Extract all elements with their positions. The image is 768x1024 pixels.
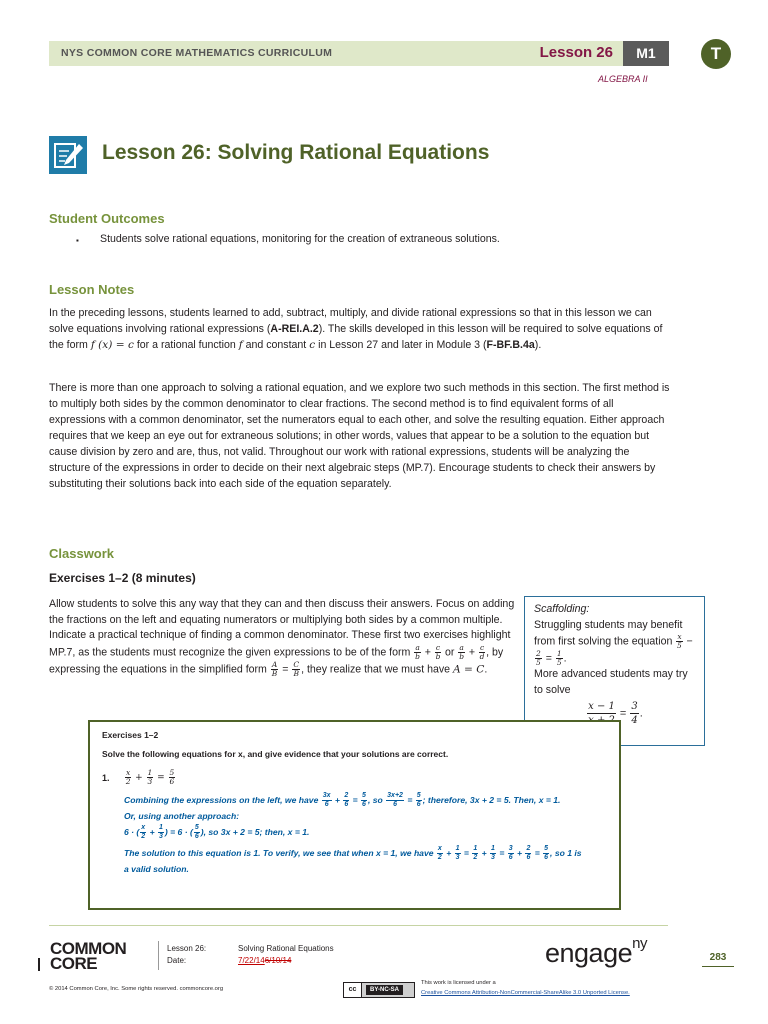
course-label: ALGEBRA II bbox=[598, 74, 648, 84]
exercise-item-1: 1. $\frac{x}{2}$ + $\frac{1}{3}$ = $\frac{5}{6}$ bbox=[102, 768, 175, 786]
common-core-logo: COMMON CORE bbox=[50, 939, 127, 973]
curriculum-label: NYS COMMON CORE MATHEMATICS CURRICULUM bbox=[61, 47, 333, 59]
classwork-paragraph: Allow students to solve this any way that they can and then discuss their answers. Focus on adding the fractions on the left and equating numerators or multiplying both sides by a common multiple. Indicate a practical technique of finding a common denominator. These first two exercises highlight MP.7, as the students must recognize the given expressions to be of the form $\frac{a}{b}$ + $\frac{c}{b}$ or $\frac{a}{b}$ + $\frac{c}{d}$ , by expressing the equations in the simplified form $\frac{A}{B}$ = $\frac{C}{B}$ , they realize that we must have A = C. bbox=[49, 598, 515, 678]
exercise-box-title: Exercises 1–2 bbox=[102, 730, 159, 740]
header-bar bbox=[49, 41, 669, 66]
footer-date-value: 7/22/146/10/14 bbox=[238, 956, 292, 965]
engageny-logo: engage$^{ny}$ bbox=[545, 935, 647, 968]
classwork-heading: Classwork bbox=[49, 546, 115, 561]
footer-lesson-value: Solving Rational Equations bbox=[238, 944, 334, 953]
teacher-badge: T bbox=[701, 39, 731, 69]
outcome-item: Students solve rational equations, monitoring for the creation of extraneous solutions. bbox=[100, 233, 500, 245]
scaffolding-equation: x − 1 = $\frac{3}{4}$ . bbox=[588, 701, 643, 726]
bullet-icon: ▪ bbox=[76, 236, 79, 245]
cc-license-badge: cc BY-NC-SA bbox=[343, 982, 415, 998]
footer-divider bbox=[49, 925, 668, 926]
solution-line-1: Combining the expressions on the left, we have $\frac{3x}{6}$ + $\frac{2}{6}$ = $\frac{5}{6}$ , so $\frac{3x+2}{6}$ = $\frac{5}{6}$ ; therefore, 3x + 2 = 5. Then, x = 1. bbox=[124, 792, 561, 808]
exercise-number: 1. bbox=[102, 772, 110, 783]
exercise-heading: Exercises 1–2 (8 minutes) bbox=[49, 571, 196, 585]
solution-line-2: Or, using another approach: bbox=[124, 811, 240, 821]
solution-line-4: The solution to this equation is 1. To verify, we see that when x = 1, we have $\frac{x}{2}$ + $\frac{1}{3}$ = $\frac{1}{2}$ + $\frac{1}{3}$ = $\frac{3}{6}$ + $\frac{2}{6}$ = $\frac{5}{6}$ , so 1 is bbox=[124, 845, 582, 861]
footer-lesson-label: Lesson 26: bbox=[167, 944, 207, 953]
outcomes-heading: Student Outcomes bbox=[49, 211, 165, 226]
copyright-text: © 2014 Common Core, Inc. Some rights reserved. commoncore.org bbox=[49, 986, 224, 992]
scaffolding-title: Scaffolding: bbox=[534, 603, 590, 615]
margin-bar bbox=[38, 958, 40, 971]
notes-heading: Lesson Notes bbox=[49, 282, 135, 297]
scaffolding-text-2: More advanced students may try to solve bbox=[534, 668, 688, 696]
scaffolding-text-1: Struggling students may benefit from first solving the equation $\frac{x}{5}$ − $\frac{2}{5}$ = $\frac{1}{5}$ . bbox=[534, 618, 693, 667]
solution-line-3: 6 · ( $\frac{x}{2}$ + $\frac{1}{3}$ ) = 6 · ( $\frac{5}{6}$ ), so 3x + 2 = 5; then, x = 1. bbox=[124, 824, 310, 840]
module-badge: M1 bbox=[623, 41, 669, 66]
footer-date-label: Date: bbox=[167, 956, 187, 965]
exercise-instruction: Solve the following equations for x, and give evidence that your solutions are correct. bbox=[102, 749, 449, 759]
license-text: This work is licensed under a bbox=[421, 980, 496, 986]
license-link[interactable]: Creative Commons Attribution-NonCommercial-ShareAlike 3.0 Unported License. bbox=[421, 990, 630, 996]
notes-paragraph-2: There is more than one approach to solving a rational equation, and we explore two such methods in this section. The first method is to multiply both sides by the common denominator to clear fractions. The second method is to find equivalent forms of all expressions with a common denominator, set the numerators equal to each other, and solve the resulting equation. Either approach requires that we keep an eye out for extraneous solutions; in other words, values that appear to be a solution to the equation but cause division by zero and are, thus, not valid. Throughout our work with rational expressions, students will be analyzing the structure of the expressions in order to decide on their next algebraic steps (MP.7). Encourage students to check their answers by substituting their solutions back into each side of the equation separately. bbox=[49, 382, 670, 490]
page-title: Lesson 26: Solving Rational Equations bbox=[102, 141, 490, 164]
solution-line-5: a valid solution. bbox=[124, 864, 189, 874]
pencil-notepad-icon bbox=[49, 136, 87, 174]
footer-vertical-divider bbox=[158, 941, 159, 970]
lesson-label: Lesson 26 bbox=[539, 44, 613, 61]
notes-paragraph-1: In the preceding lessons, students learned to add, subtract, multiply, and divide rational expressions so that in this lesson we can solve equations involving rational expressions (A-REI.A.2). The skills developed in this lesson will be required to solve equations of the form f (x) = c for a rational function f and constant c in Lesson 27 and later in Module 3 (F-BF.B.4a). bbox=[49, 307, 663, 351]
page-number: 283 bbox=[702, 952, 734, 967]
exercise-box bbox=[88, 720, 621, 910]
